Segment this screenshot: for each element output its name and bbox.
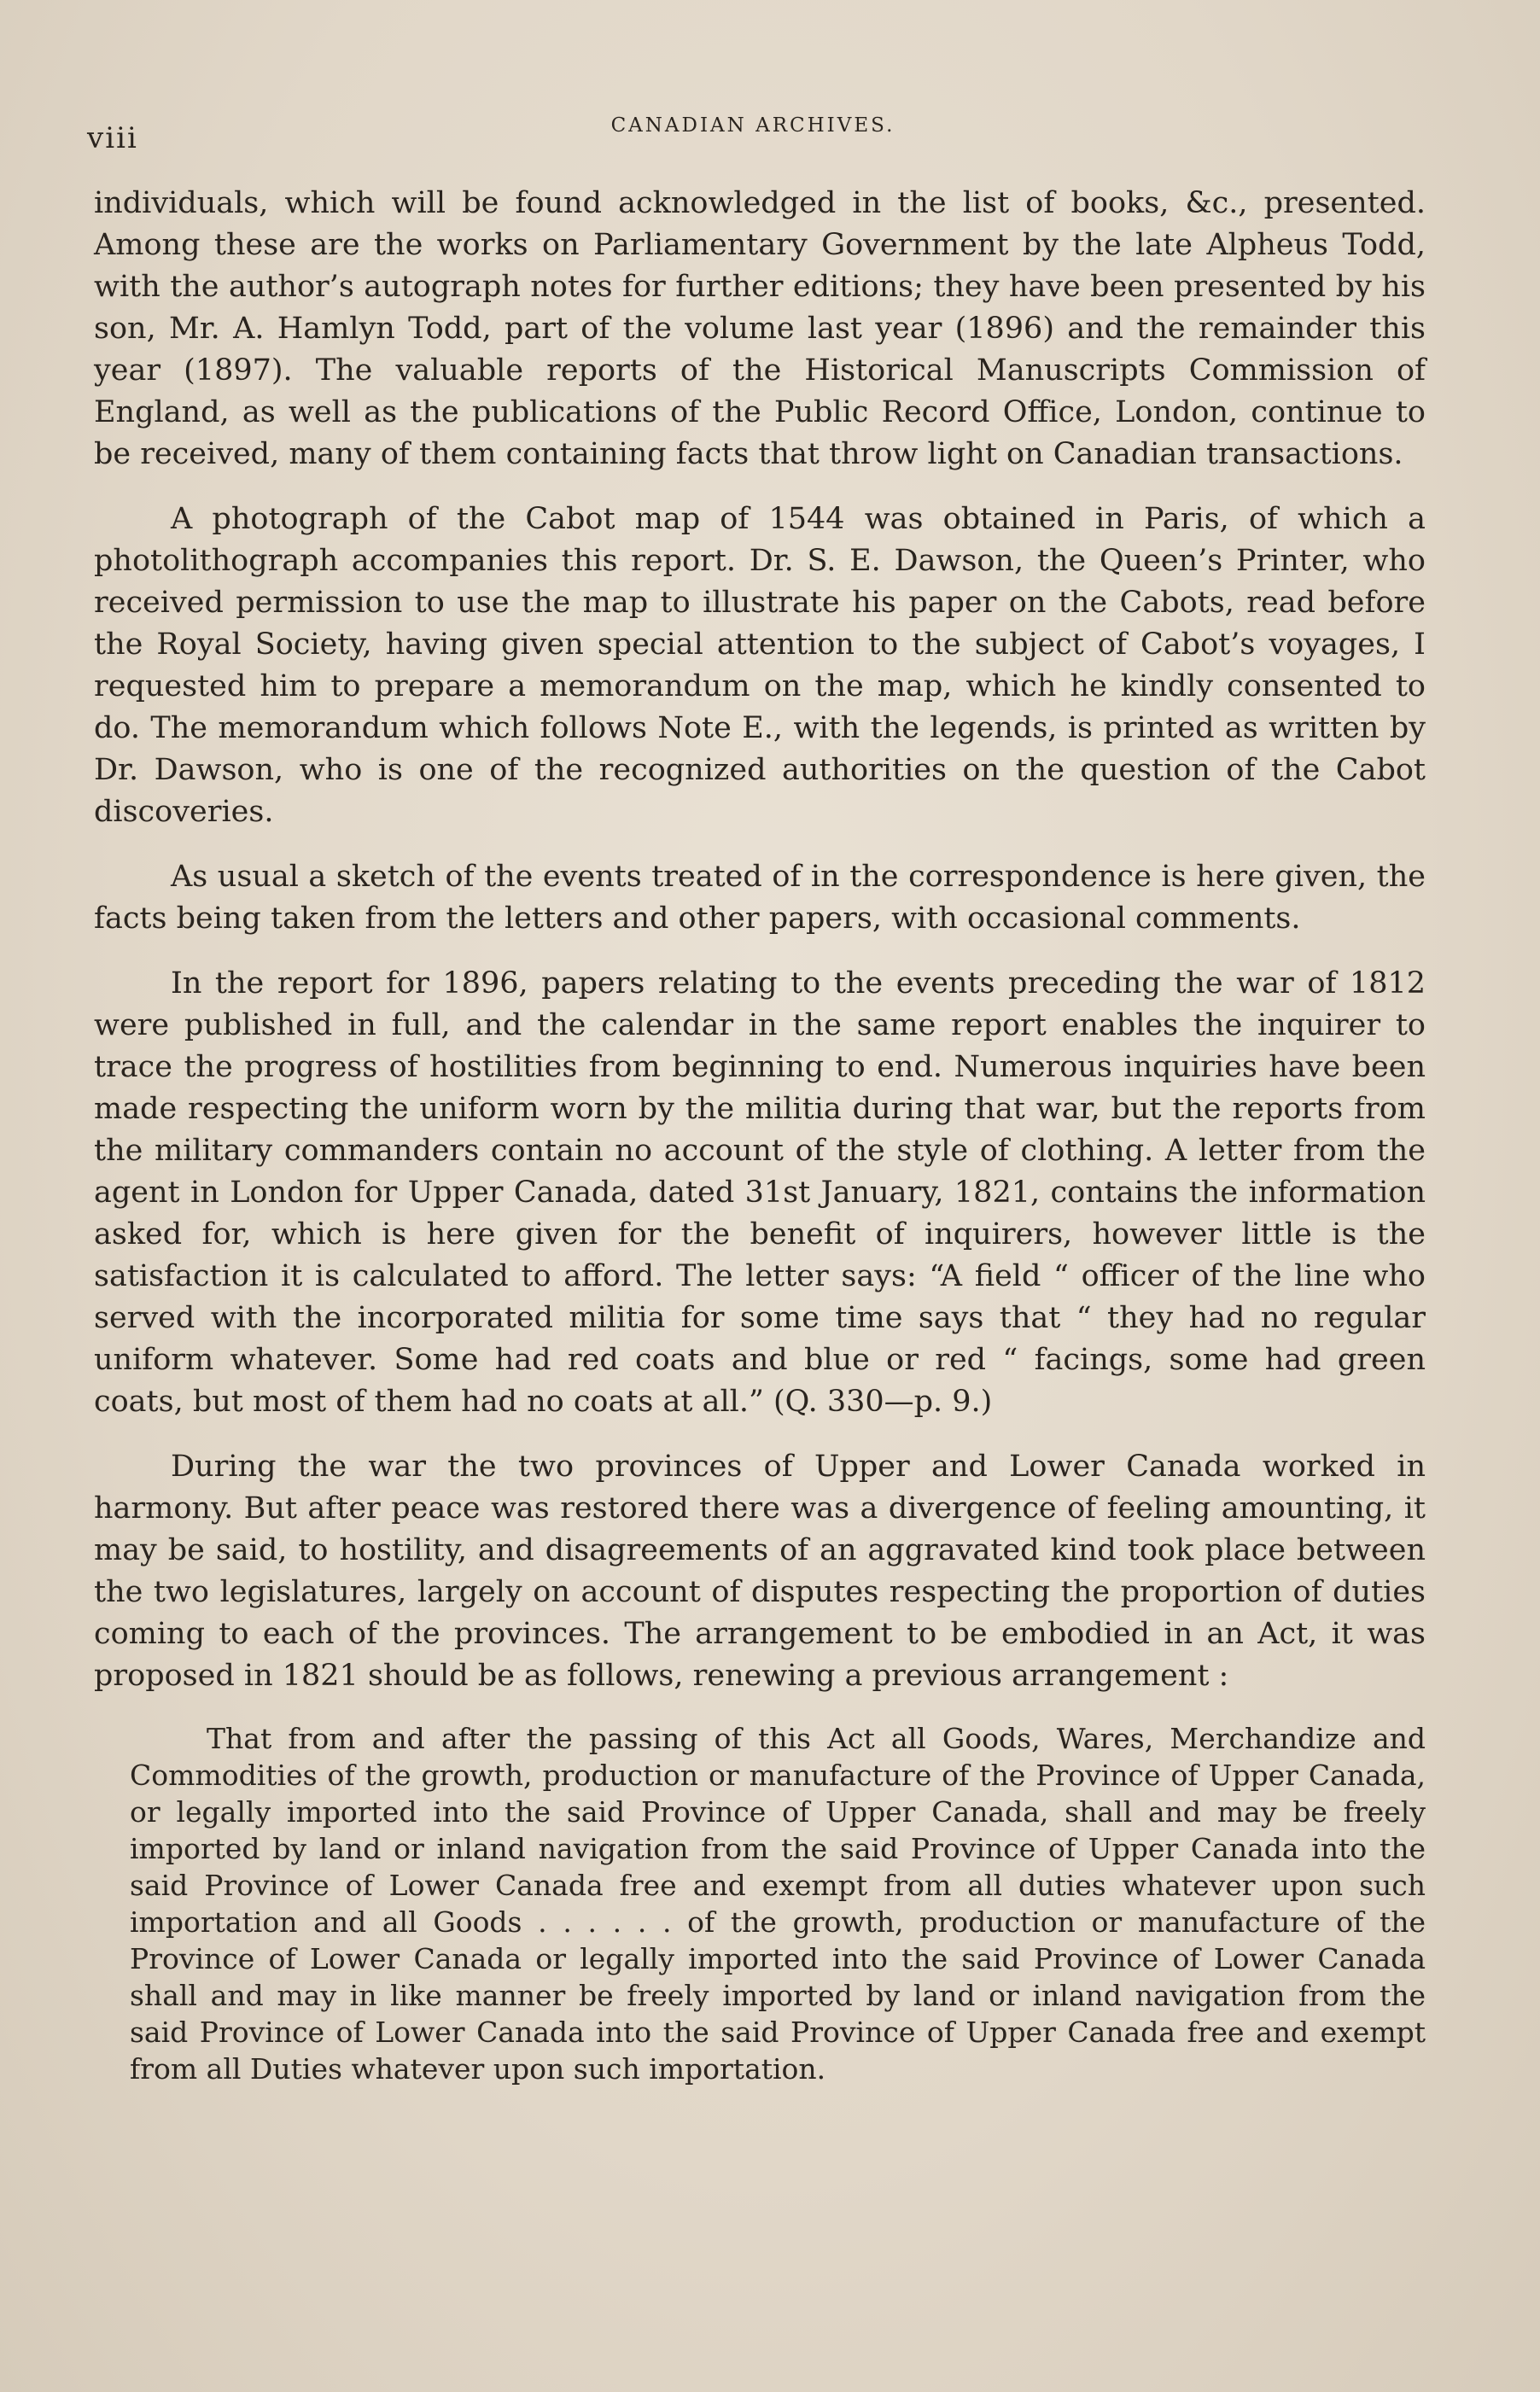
running-title: CANADIAN ARCHIVES. [610,114,895,137]
paragraph-cabot-map: A photograph of the Cabot map of 1544 was obtained in Paris, of which a photolithograph accompanies this report. Dr. S. E. Dawson, the Queen’s Printer, who received permission to use the map to illustrate his paper on the Cabots, read before the Royal Society, having given special attention to the subject of Cabot’s voyages, I requested him to prepare a memorandum on the map, which he kindly consented to do. The memorandum which follows Note E., with the legends, is printed as written by Dr. Dawson, who is one of the recognized authorities on the question of the Cabot discoveries. [94,502,1426,829]
act-quotation: That from and after the passing of this Act all Goods, Wares, Merchandize and Commodities of the growth, production or manufacture of the Province of Upper Canada, or legally imported into the said Province of Upper Canada, shall and may be freely imported by land or inland navigation from the said Province of Upper Canada into the said Province of Lower Canada free and exempt from all duties whatever upon such importation and all Goods . . . . . . of the growth, production or manufacture of the Province of Lower Canada or legally imported into the said Province of Lower Canada shall and may in like manner be freely imported by land or inland navigation from the said Province of Lower Canada into the said Province of Upper Canada free and exempt from all Duties whatever upon such importation. [130,1722,1426,2086]
paragraph-correspondence-sketch: As usual a sketch of the events treated of in the correspondence is here given, the facts being taken from the letters and other papers, with occasional comments. [94,860,1426,936]
paragraph-continuation: individuals, which will be found acknowledged in the list of books, &c., presented. Among these are the works on Parliamentary Government by the late Alpheus Todd, with the author’s autograph notes for further editions; they have been presented by his son, Mr. A. Hamlyn Todd, part of the volume last year (1896) and the remainder this year (1897). The valuable reports of the Historical Manuscripts Commission of England, as well as the publications of the Public Record Office, London, continue to be received, many of them containing facts that throw light on Canadian transactions. [94,186,1426,471]
paragraph-provinces-duties: During the war the two provinces of Upper and Lower Canada worked in harmony. But after peace was restored there was a divergence of feeling amounting, it may be said, to hostility, and disagreements of an aggravated kind took place between the two legislatures, largely on account of disputes respecting the proportion of duties coming to each of the provinces. The arrangement to be embodied in an Act, it was proposed in 1821 should be as follows, renewing a previous arrangement : [94,1450,1426,1693]
paragraph-war-of-1812-uniforms: In the report for 1896, papers relating to the events preceding the war of 1812 were published in full, and the calendar in the same report enables the inquirer to trace the progress of hostilities from beginning to end. Numerous inquiries have been made respecting the uniform worn by the militia during that war, but the reports from the military commanders contain no account of the style of clothing. A letter from the agent in London for Upper Canada, dated 31st January, 1821, contains the information asked for, which is here given for the benefit of inquirers, however little is the satisfaction it is calculated to afford. The letter says: “A field “ officer of the line who served with the incorporated militia for some time says that “ they had no regular uniform whatever. Some had red coats and blue or red “ facings, some had green coats, but most of them had no coats at all.” (Q. 330—p. 9.) [94,966,1426,1419]
page-body [94,183,1426,2087]
running-head [87,109,1419,160]
page-number: viii [87,121,138,155]
